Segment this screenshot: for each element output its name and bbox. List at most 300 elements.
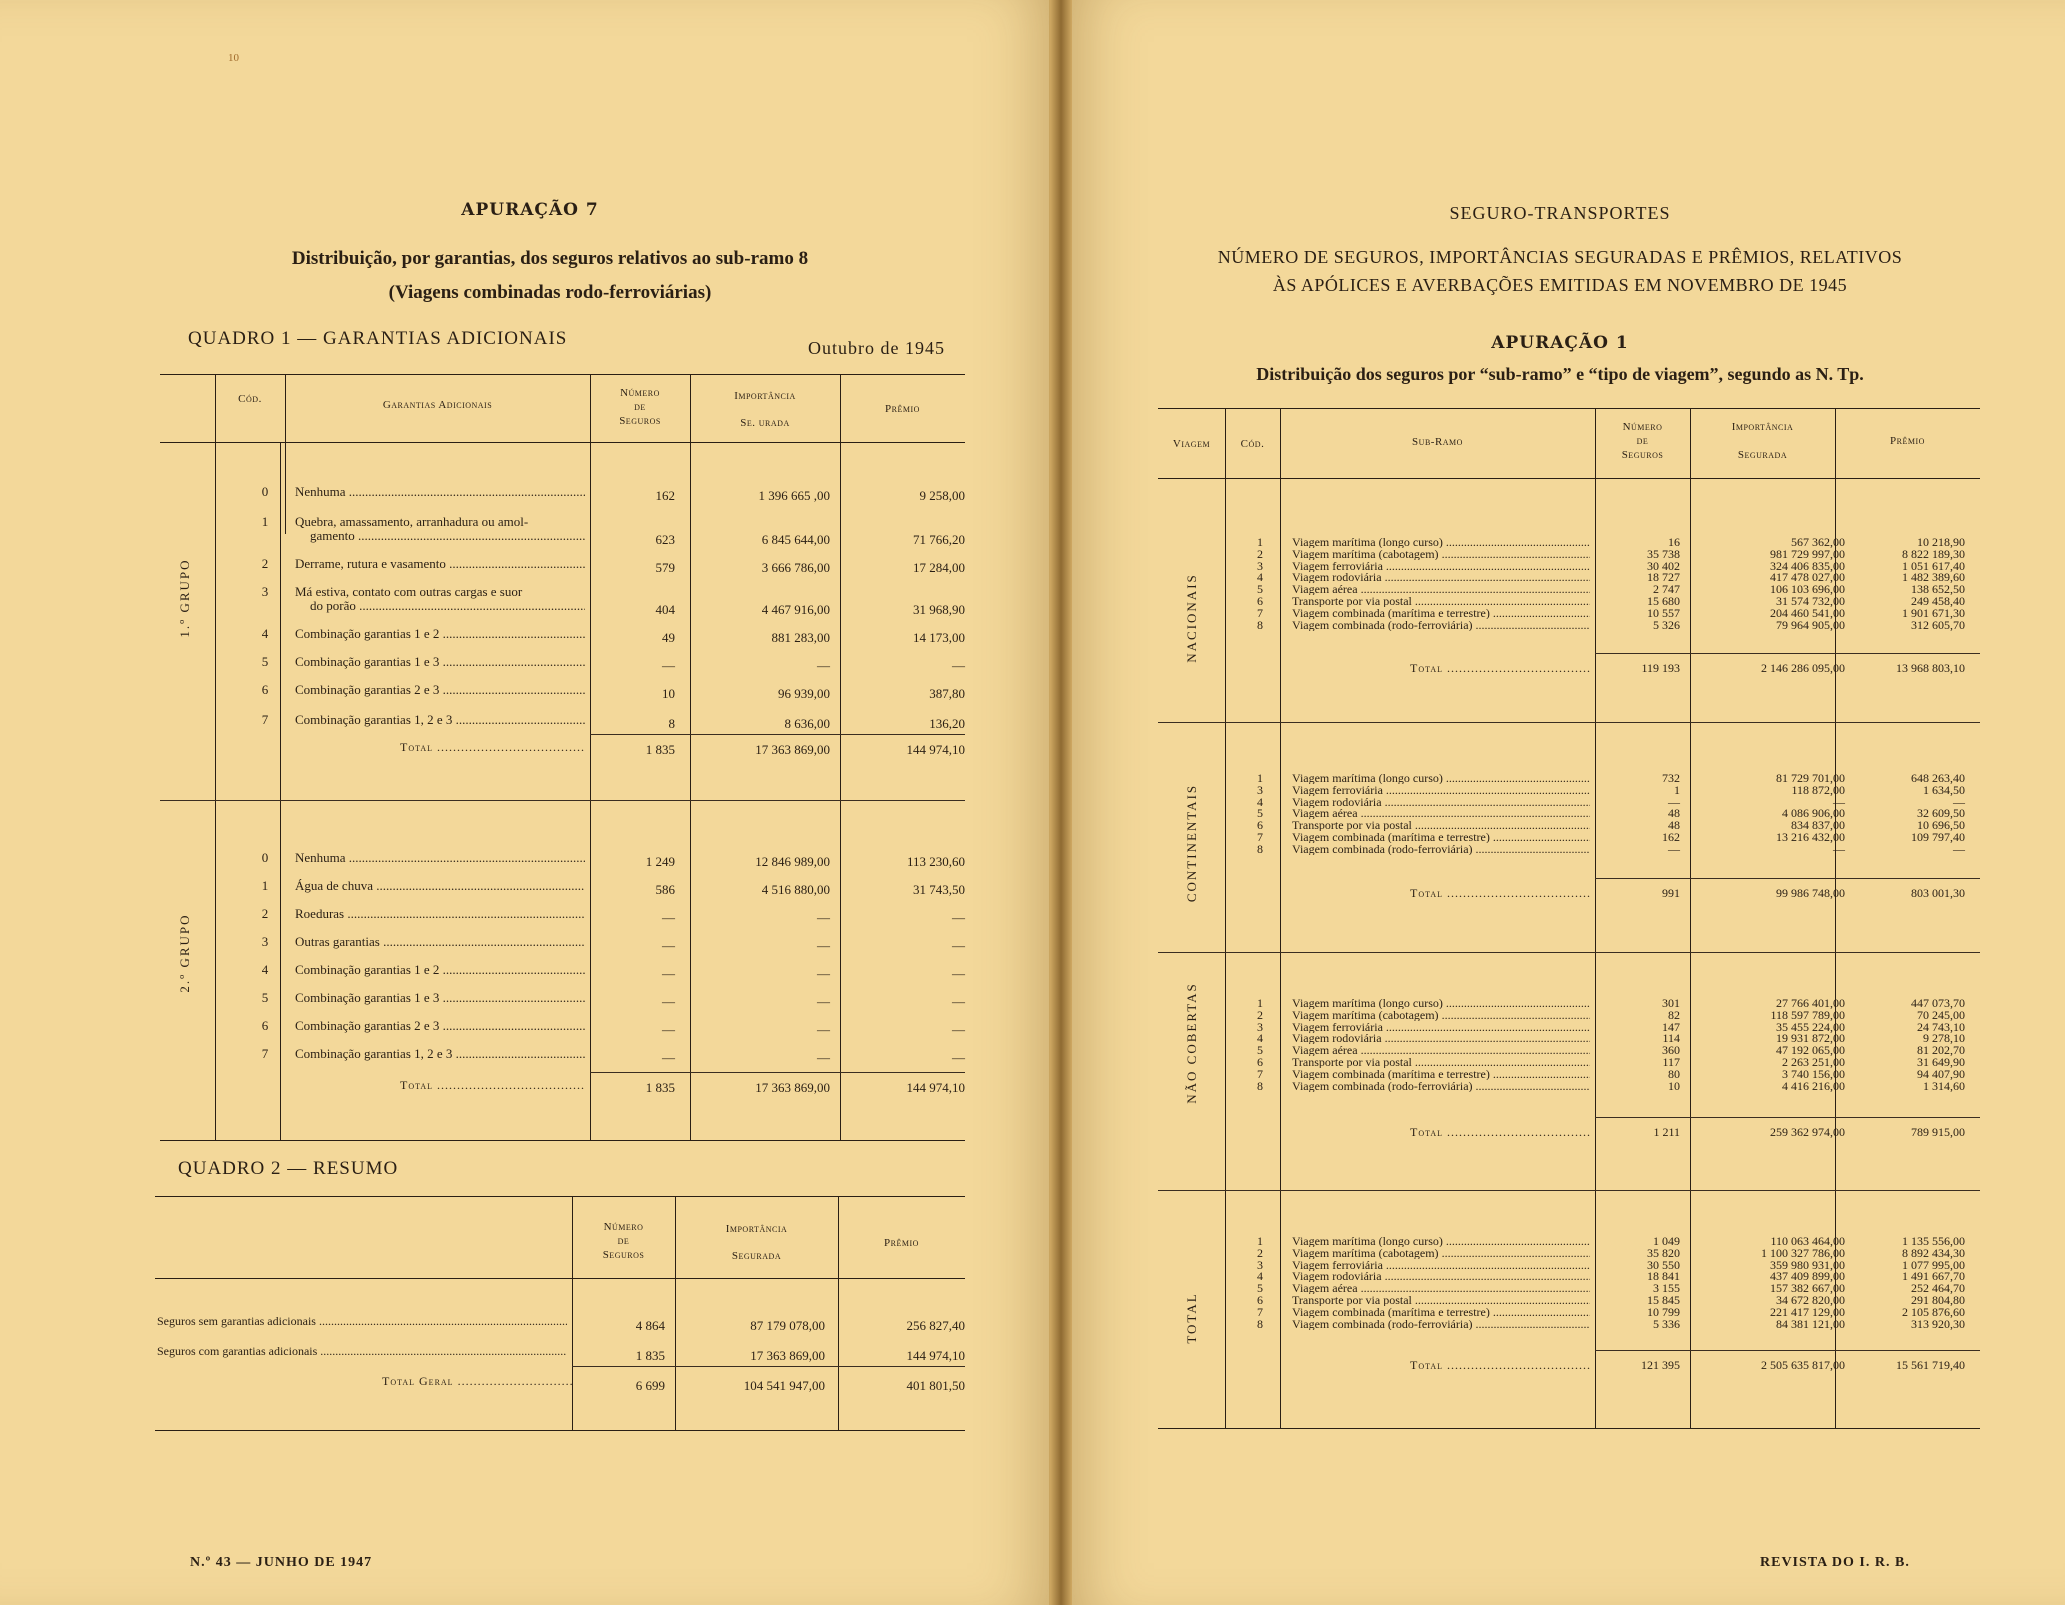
rt-row-importancia: 324 406 835,00: [1770, 558, 1845, 573]
row-cod: 0: [261, 850, 269, 865]
row-numero: 10: [662, 686, 675, 701]
rt-row-premio: —: [1953, 794, 1965, 809]
rt-row-desc-text: Viagem combinada (rodo-ferroviária) .....: [1292, 1080, 1590, 1092]
rt-row-numero: 5 336: [1653, 1316, 1680, 1331]
rt-row-cod: 1: [1257, 1234, 1263, 1248]
rt-header-numero-2: de: [1636, 435, 1649, 447]
rt-row-premio: 1 634,50: [1923, 782, 1965, 797]
rt-row-premio: 94 407,90: [1917, 1066, 1965, 1081]
row-desc-text: Combinação garantias 1 e 3 .....: [295, 654, 585, 669]
rt-row-desc-text: Transporte por via postal .....: [1292, 819, 1590, 831]
header-importancia-2: Se. urada: [740, 417, 790, 429]
rt-row-desc: [1292, 1318, 1590, 1330]
row-desc-text: Combinação garantias 1 e 3 .....: [295, 990, 585, 1005]
rt-row-cod: 5: [1257, 806, 1263, 821]
row-numero: —: [662, 938, 675, 953]
rt-row-premio: 312 605,70: [1911, 617, 1965, 632]
row-numero: 404: [655, 602, 675, 617]
row-desc-cont-text: gamento .....: [310, 528, 585, 543]
rt-row-desc: [1292, 772, 1590, 784]
rt-row-cod: 7: [1257, 1066, 1263, 1081]
rt-header-cod: Cód.: [1240, 438, 1265, 450]
rt-row-importancia: 84 381 121,00: [1776, 1316, 1845, 1331]
rt-header-numero-3: Seguros: [1621, 449, 1664, 461]
rt-row-desc-text: Viagem marítima (longo curso) .....: [1292, 772, 1590, 784]
row-numero: 162: [655, 488, 675, 503]
right-apuracao: APURAÇÃO 1: [1491, 333, 1629, 353]
row-importancia: —: [817, 938, 830, 953]
rt-row-importancia: 106 103 696,00: [1770, 582, 1845, 597]
rt-row-desc-text: Transporte por via postal .....: [1292, 595, 1590, 607]
rt-row-importancia: 27 766 401,00: [1776, 996, 1845, 1010]
rt-row-importancia: 118 872,00: [1791, 782, 1845, 797]
row-desc: [295, 990, 585, 1006]
rt-row-cod: 5: [1257, 1281, 1263, 1296]
rt-row-importancia: 3 740 156,00: [1782, 1066, 1845, 1081]
rt-row-premio: 109 797,40: [1911, 830, 1965, 844]
row-numero: —: [662, 1050, 675, 1065]
rule-line: [1158, 1190, 1980, 1191]
rt-group-label: NACIONAIS: [1184, 573, 1199, 663]
rt-row-desc-text: Viagem rodoviária .....: [1292, 571, 1590, 583]
row-numero: 49: [662, 630, 675, 645]
rt-row-desc-text: Viagem marítima (cabotagem) .....: [1292, 548, 1590, 560]
rt-row-importancia: 417 478 027,00: [1770, 570, 1845, 585]
rt-row-cod: 7: [1257, 830, 1263, 844]
row-desc: [295, 878, 585, 894]
row-importancia: —: [817, 910, 830, 925]
left-subtitle-2: (Viagens combinadas rodo-ferroviárias): [388, 282, 712, 303]
rt-row-desc-text: Viagem combinada (rodo-ferroviária) .....: [1292, 619, 1590, 631]
row-cod: 4: [261, 962, 269, 977]
rt-total-premio: 803 001,30: [1911, 886, 1965, 900]
rt-total-label: [1410, 1358, 1590, 1373]
quadro1-title: QUADRO 1 — GARANTIAS ADICIONAIS: [188, 328, 568, 349]
column-divider: [1595, 408, 1596, 1428]
row-cod: 4: [261, 626, 269, 641]
rt-row-desc: [1292, 819, 1590, 831]
rule-line: [155, 1430, 965, 1431]
total-label: [400, 740, 585, 755]
row-cod: 5: [261, 654, 269, 669]
rt-row-cod: 6: [1257, 1293, 1263, 1307]
total-premio: 144 974,10: [906, 742, 965, 757]
row-desc: [295, 1018, 585, 1034]
rt-row-cod: 4: [1257, 794, 1263, 809]
q2-header-numero-3: Seguros: [602, 1249, 645, 1261]
row-cod: 2: [261, 906, 269, 921]
rt-row-desc: [1292, 784, 1590, 796]
total-label-text: Total .....: [400, 1078, 585, 1092]
rt-row-desc: [1292, 843, 1590, 855]
rt-total-premio: 15 561 719,40: [1896, 1358, 1965, 1372]
quadro2-title: QUADRO 2 — RESUMO: [178, 1158, 399, 1179]
rt-row-cod: 5: [1257, 582, 1263, 597]
row-numero: —: [662, 1022, 675, 1037]
row-premio: —: [952, 1050, 965, 1065]
row-premio: 31 743,50: [913, 882, 965, 897]
row-numero: 579: [655, 560, 675, 575]
rt-row-desc-text: Viagem ferroviária .....: [1292, 1021, 1590, 1033]
rule-line: [572, 1366, 965, 1367]
row-desc-text: Derrame, rutura e vasamento .....: [295, 556, 585, 571]
rt-row-numero: 301: [1662, 996, 1680, 1010]
quadro1-period: Outubro de 1945: [808, 338, 945, 358]
rt-row-numero: 2 747: [1653, 582, 1680, 597]
row-cod: 5: [261, 990, 269, 1005]
rt-row-numero: 114: [1662, 1031, 1680, 1046]
row-importancia: 1 396 665 ,00: [758, 488, 830, 503]
row-premio: 14 173,00: [913, 630, 965, 645]
header-garantias: Garantias Adicionais: [382, 399, 493, 411]
row-desc: [295, 556, 585, 572]
row-desc-text: Combinação garantias 1 e 2 .....: [295, 962, 585, 977]
row-importancia: —: [817, 966, 830, 981]
rule-line: [1595, 1350, 1980, 1351]
rt-row-desc-text: Viagem aérea .....: [1292, 1044, 1590, 1056]
rt-row-desc-text: Transporte por via postal .....: [1292, 1294, 1590, 1306]
row-importancia: —: [817, 994, 830, 1009]
rt-row-premio: 138 652,50: [1911, 582, 1965, 597]
row-premio: 17 284,00: [913, 560, 965, 575]
q2-header-numero-2: de: [617, 1235, 630, 1247]
q2-row-numero: 4 864: [635, 1318, 665, 1333]
rt-row-desc-text: Viagem combinada (marítima e terrestre) .....: [1292, 1068, 1590, 1080]
rt-row-cod: 3: [1257, 1257, 1263, 1272]
row-importancia: 3 666 786,00: [761, 560, 830, 575]
rt-row-cod: 8: [1257, 617, 1263, 632]
rt-total-numero: 1 211: [1653, 1125, 1680, 1139]
rt-row-cod: 7: [1257, 605, 1263, 620]
row-premio: 113 230,60: [906, 854, 965, 869]
row-desc-cont-text: do porão .....: [310, 598, 585, 613]
rt-row-importancia: 13 216 432,00: [1776, 830, 1845, 844]
rt-row-desc: [1292, 1056, 1590, 1068]
rt-row-numero: 1 049: [1653, 1234, 1680, 1248]
rt-row-premio: 1 051 617,40: [1902, 558, 1965, 573]
rt-row-importancia: —: [1833, 794, 1845, 809]
q2-total-importancia: 104 541 947,00: [743, 1378, 825, 1393]
rt-total-importancia: 2 146 286 095,00: [1761, 661, 1845, 675]
rt-total-label: [1410, 886, 1590, 901]
rt-row-desc-text: Viagem ferroviária .....: [1292, 560, 1590, 572]
grupo1-label: 1.º GRUPO: [177, 558, 192, 638]
row-importancia: —: [817, 658, 830, 673]
rt-row-importancia: 437 409 899,00: [1770, 1269, 1845, 1284]
row-desc-cont: [310, 528, 585, 544]
rt-row-premio: 1 482 389,60: [1902, 570, 1965, 585]
row-desc: [295, 1046, 585, 1062]
q2-header-importancia-1: Importância: [725, 1223, 788, 1235]
rt-row-desc: [1292, 548, 1590, 560]
q2-row-desc-text: Seguros sem garantias adicionais .....: [157, 1314, 567, 1328]
rt-row-desc: [1292, 619, 1590, 631]
rt-row-premio: 70 245,00: [1917, 1007, 1965, 1022]
rt-row-desc-text: Viagem marítima (cabotagem) .....: [1292, 1009, 1590, 1021]
rt-row-cod: 1: [1257, 771, 1263, 785]
q2-row-importancia: 87 179 078,00: [750, 1318, 825, 1333]
row-desc-text: Quebra, amassamento, arranhadura ou amol-: [295, 514, 529, 529]
rt-row-numero: 147: [1662, 1019, 1680, 1034]
rt-total-label-text: Total .....: [1410, 661, 1590, 675]
q2-row-numero: 1 835: [635, 1348, 665, 1363]
rt-row-premio: 8 892 434,30: [1902, 1245, 1965, 1260]
rt-total-label-text: Total .....: [1410, 886, 1590, 900]
row-desc-text: Combinação garantias 1, 2 e 3 .....: [295, 712, 585, 727]
q2-row-desc-text: Seguros com garantias adicionais .....: [157, 1344, 567, 1358]
rule-line: [590, 1072, 965, 1073]
q2-total-premio: 401 801,50: [906, 1378, 965, 1393]
rt-row-cod: 3: [1257, 558, 1263, 573]
rt-row-desc-text: Viagem combinada (marítima e terrestre) .....: [1292, 607, 1590, 619]
column-divider: [1225, 408, 1226, 1428]
rule-line: [1595, 653, 1980, 654]
rt-row-premio: 313 920,30: [1911, 1316, 1965, 1331]
book-gutter: [1050, 0, 1072, 1605]
rt-row-cod: 8: [1257, 1316, 1263, 1331]
q2-row-importancia: 17 363 869,00: [750, 1348, 825, 1363]
rt-row-desc: [1292, 1009, 1590, 1021]
rt-row-numero: 48: [1668, 818, 1680, 833]
row-importancia: 881 283,00: [771, 630, 830, 645]
rt-row-numero: 16: [1668, 535, 1680, 549]
row-numero: 1 249: [645, 854, 675, 869]
total-importancia: 17 363 869,00: [755, 1080, 830, 1095]
rt-row-numero: 82: [1668, 1007, 1680, 1022]
rule-line: [1158, 722, 1980, 723]
row-desc-text: Roeduras .....: [295, 906, 585, 921]
right-heading-2: ÀS APÓLICES E AVERBAÇÕES EMITIDAS EM NOVEMBRO DE 1945: [1272, 275, 1848, 295]
rt-row-premio: 249 458,40: [1911, 594, 1965, 608]
rt-row-importancia: 834 837,00: [1791, 818, 1845, 833]
row-cod: 6: [261, 682, 269, 697]
total-label-text: Total .....: [400, 740, 585, 754]
row-desc-text: Nenhuma .....: [295, 484, 585, 499]
rt-row-premio: 1 491 667,70: [1902, 1269, 1965, 1284]
rt-total-label: [1410, 661, 1590, 676]
rt-row-importancia: 47 192 065,00: [1776, 1043, 1845, 1058]
rt-row-desc: [1292, 607, 1590, 619]
rt-row-numero: —: [1668, 794, 1680, 809]
rt-row-numero: 35 738: [1647, 546, 1680, 561]
row-desc: [295, 906, 585, 922]
rt-row-desc-text: Viagem aérea .....: [1292, 1282, 1590, 1294]
rt-row-desc: [1292, 796, 1590, 808]
rt-row-cod: 8: [1257, 841, 1263, 856]
rt-row-desc: [1292, 595, 1590, 607]
row-desc-text: Combinação garantias 2 e 3 .....: [295, 682, 585, 697]
rt-row-importancia: 359 980 931,00: [1770, 1257, 1845, 1272]
q2-header-importancia-2: Segurada: [731, 1250, 782, 1262]
rt-row-desc-text: Viagem ferroviária .....: [1292, 784, 1590, 796]
header-importancia-1: Importância: [734, 390, 796, 402]
q2-header-premio: Prêmio: [884, 1237, 919, 1249]
rt-row-numero: 1: [1674, 782, 1680, 797]
rt-total-numero: 119 193: [1641, 661, 1680, 675]
rt-header-subramo: Sub-Ramo: [1412, 436, 1463, 448]
row-numero: —: [662, 658, 675, 673]
row-cod: 2: [261, 556, 269, 571]
row-desc-text: Nenhuma .....: [295, 850, 585, 865]
rule-line: [155, 1196, 965, 1197]
row-desc: [295, 712, 585, 728]
rule-line: [160, 374, 965, 375]
rt-row-numero: 15 680: [1647, 594, 1680, 608]
rt-row-numero: 18 841: [1647, 1269, 1680, 1284]
row-importancia: —: [817, 1050, 830, 1065]
rt-total-label-text: Total .....: [1410, 1358, 1590, 1372]
row-desc: [295, 484, 585, 500]
rt-row-cod: 2: [1257, 546, 1263, 561]
right-heading-1: NÚMERO DE SEGUROS, IMPORTÂNCIAS SEGURADAS E PRÊMIOS, RELATIVOS: [1217, 247, 1903, 267]
rule-line: [1158, 478, 1980, 479]
row-numero: —: [662, 994, 675, 1009]
column-divider: [1690, 408, 1691, 1428]
rt-row-desc: [1292, 571, 1590, 583]
row-premio: 71 766,20: [913, 532, 965, 547]
row-numero: —: [662, 910, 675, 925]
rt-group-label: NÃO COBERTAS: [1184, 982, 1199, 1104]
row-desc-text: Má estiva, contato com outras cargas e suor: [295, 584, 523, 599]
rt-header-viagem: Viagem: [1172, 438, 1211, 450]
rt-row-numero: 10 557: [1647, 605, 1680, 620]
rt-row-importancia: 204 460 541,00: [1770, 605, 1845, 620]
rt-row-importancia: 34 672 820,00: [1776, 1293, 1845, 1307]
rt-row-desc: [1292, 583, 1590, 595]
rt-row-premio: 24 743,10: [1917, 1019, 1965, 1034]
rt-row-cod: 4: [1257, 1031, 1263, 1046]
rule-line: [160, 1140, 965, 1141]
row-premio: —: [952, 966, 965, 981]
rt-row-cod: 3: [1257, 782, 1263, 797]
rt-row-premio: 648 263,40: [1911, 771, 1965, 785]
rt-row-numero: 10 799: [1647, 1304, 1680, 1319]
rt-row-cod: 7: [1257, 1304, 1263, 1319]
rt-row-importancia: 1 100 327 786,00: [1761, 1245, 1845, 1260]
rt-row-desc: [1292, 1306, 1590, 1318]
rt-total-importancia: 2 505 635 817,00: [1761, 1358, 1845, 1372]
rt-row-desc: [1292, 1235, 1590, 1247]
rt-row-desc-text: Viagem combinada (rodo-ferroviária) .....: [1292, 1318, 1590, 1330]
rt-row-desc: [1292, 1282, 1590, 1294]
rt-row-importancia: 221 417 129,00: [1770, 1304, 1845, 1319]
q2-row-premio: 256 827,40: [906, 1318, 965, 1333]
rt-row-desc-text: Viagem marítima (longo curso) .....: [1292, 997, 1590, 1009]
rt-row-desc-text: Viagem rodoviária .....: [1292, 796, 1590, 808]
rt-row-cod: 1: [1257, 996, 1263, 1010]
q2-row-premio: 144 974,10: [906, 1348, 965, 1363]
row-desc-text: Água de chuva .....: [295, 878, 585, 893]
rule-line: [155, 1278, 965, 1279]
row-desc: [295, 850, 585, 866]
rt-row-premio: —: [1953, 841, 1965, 856]
row-importancia: 12 846 989,00: [755, 854, 830, 869]
rule-line: [590, 734, 965, 735]
rt-row-importancia: 157 382 667,00: [1770, 1281, 1845, 1296]
q2-row-desc: [157, 1344, 567, 1359]
row-desc-text: Combinação garantias 1, 2 e 3 .....: [295, 1046, 585, 1061]
rt-row-numero: 48: [1668, 806, 1680, 821]
header-numero-1: Número: [620, 387, 660, 399]
rt-row-numero: 732: [1662, 771, 1680, 785]
row-cod: 0: [261, 484, 269, 499]
rt-row-importancia: 79 964 905,00: [1776, 617, 1845, 632]
q2-total-numero: 6 699: [635, 1378, 665, 1393]
rt-header-numero-1: Número: [1622, 421, 1663, 433]
row-cod: 7: [261, 1046, 269, 1061]
row-premio: 9 258,00: [919, 488, 965, 503]
rt-row-desc: [1292, 1259, 1590, 1271]
rt-row-desc: [1292, 1080, 1590, 1092]
column-divider: [280, 442, 281, 1140]
rt-row-premio: 10 218,90: [1917, 535, 1965, 549]
rt-row-numero: 3 155: [1653, 1281, 1680, 1296]
rt-row-desc-text: Viagem aérea .....: [1292, 583, 1590, 595]
rt-row-importancia: —: [1833, 841, 1845, 856]
row-desc: [295, 962, 585, 978]
rt-row-premio: 447 073,70: [1911, 996, 1965, 1010]
row-premio: 136,20: [929, 716, 965, 731]
rt-row-importancia: 567 362,00: [1791, 535, 1845, 549]
rt-row-importancia: 81 729 701,00: [1776, 771, 1845, 785]
rt-row-premio: 252 464,70: [1911, 1281, 1965, 1296]
rt-row-numero: 162: [1662, 830, 1680, 844]
row-importancia: 96 939,00: [778, 686, 830, 701]
rt-row-cod: 8: [1257, 1078, 1263, 1093]
rt-row-desc-text: Viagem marítima (longo curso) .....: [1292, 536, 1590, 548]
rt-row-cod: 1: [1257, 535, 1263, 549]
row-desc-text: Combinação garantias 2 e 3 .....: [295, 1018, 585, 1033]
row-desc: [295, 682, 585, 698]
header-cod: Cód.: [238, 393, 262, 405]
rule-line: [1158, 408, 1980, 409]
rt-header-premio: Prêmio: [1890, 435, 1925, 447]
rt-row-numero: 30 402: [1647, 558, 1680, 573]
left-footer: N.º 43 — JUNHO DE 1947: [190, 1555, 373, 1570]
column-divider: [590, 374, 591, 1140]
rt-row-desc: [1292, 1068, 1590, 1080]
total-numero: 1 835: [645, 1080, 675, 1095]
row-desc-text: Combinação garantias 1 e 2 .....: [295, 626, 585, 641]
rt-row-desc-text: Viagem aérea .....: [1292, 807, 1590, 819]
right-footer: REVISTA DO I. R. B.: [1760, 1555, 1910, 1570]
rt-row-premio: 2 105 876,60: [1902, 1304, 1965, 1319]
rt-row-desc-text: Viagem marítima (cabotagem) .....: [1292, 1247, 1590, 1259]
rt-row-numero: 10: [1668, 1078, 1680, 1093]
rt-row-importancia: 2 263 251,00: [1782, 1055, 1845, 1069]
rt-row-desc: [1292, 536, 1590, 548]
rt-total-numero: 991: [1662, 886, 1680, 900]
row-importancia: 4 516 880,00: [761, 882, 830, 897]
rt-row-cod: 3: [1257, 1019, 1263, 1034]
rt-group-label: TOTAL: [1184, 1292, 1199, 1344]
rule-line: [1158, 1428, 1980, 1429]
header-premio: Prêmio: [885, 403, 920, 415]
rt-row-cod: 4: [1257, 1269, 1263, 1284]
rt-row-cod: 2: [1257, 1245, 1263, 1260]
row-premio: —: [952, 994, 965, 1009]
rule-line: [1158, 952, 1980, 953]
rt-row-premio: 1 077 995,00: [1902, 1257, 1965, 1272]
rt-total-importancia: 259 362 974,00: [1770, 1125, 1845, 1139]
grupo2-label: 2.º GRUPO: [177, 913, 192, 993]
row-numero: 623: [655, 532, 675, 547]
rt-row-premio: 8 822 189,30: [1902, 546, 1965, 561]
rt-row-desc: [1292, 1021, 1590, 1033]
rt-row-premio: 81 202,70: [1917, 1043, 1965, 1058]
rt-row-cod: 2: [1257, 1007, 1263, 1022]
rt-row-desc-text: Viagem combinada (marítima e terrestre) .....: [1292, 831, 1590, 843]
